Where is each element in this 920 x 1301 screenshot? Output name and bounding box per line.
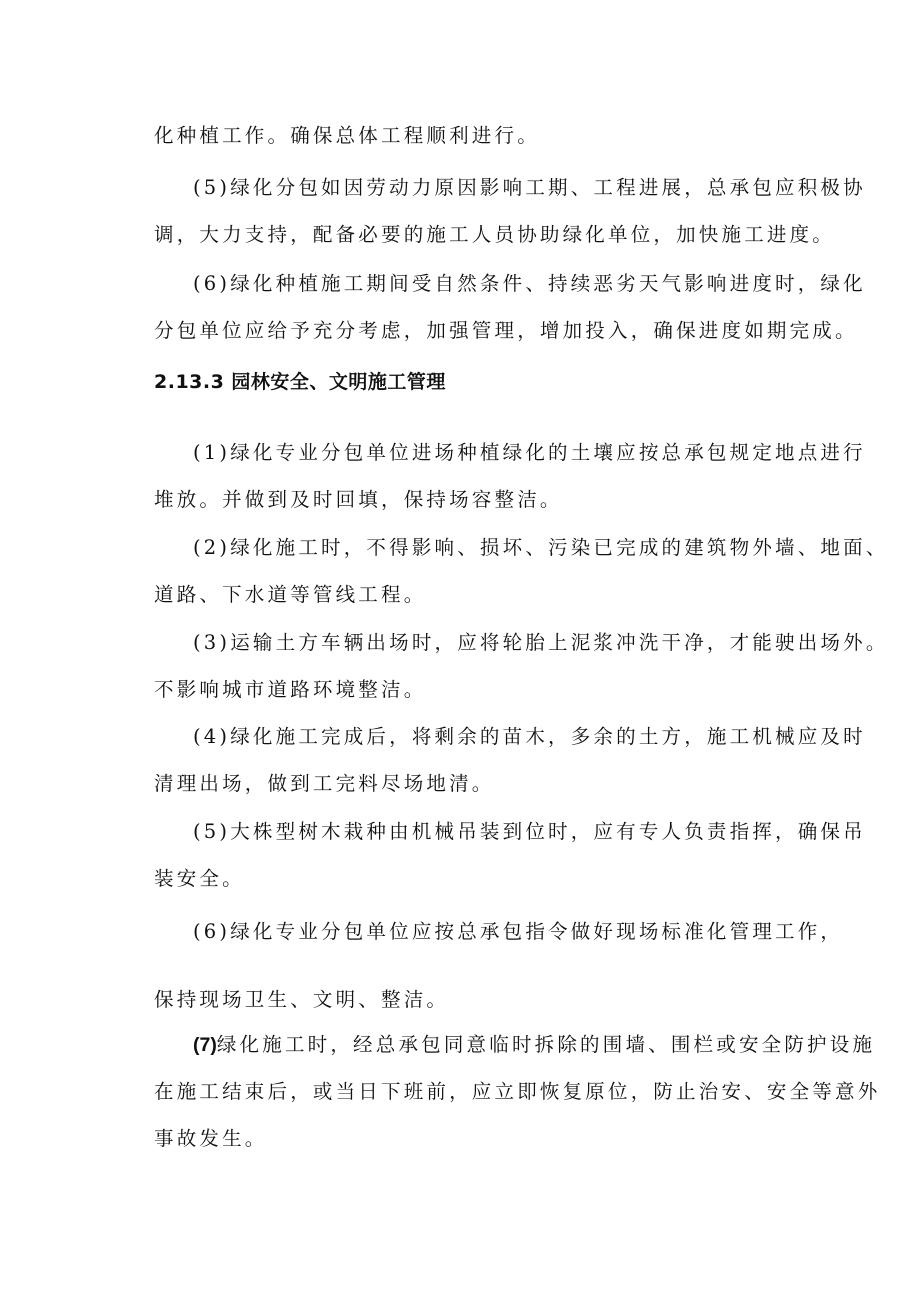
paragraph-line: (5)大株型树木栽种由机械吊装到位时，应有专人负责指挥，确保吊 (193, 820, 866, 843)
item-text: 绿化施工时，经总承包同意临时拆除的围墙、围栏或安全防护设施 (216, 1033, 876, 1056)
paragraph-line: 化种植工作。确保总体工程顺利进行。 (154, 124, 540, 147)
paragraph-line: 分包单位应给予充分考虑，加强管理，增加投入，确保进度如期完成。 (154, 319, 858, 342)
paragraph-line: 事故发生。 (154, 1127, 268, 1150)
paragraph-line: 保持现场卫生、文明、整洁。 (154, 988, 450, 1011)
paragraph-line: (6)绿化专业分包单位应按总承包指令做好现场标准化管理工作， (193, 920, 844, 943)
paragraph-line: 堆放。并做到及时回填，保持场容整洁。 (154, 488, 563, 511)
paragraph-line: 清理出场，做到工完料尽场地清。 (154, 772, 495, 795)
paragraph-line: (2)绿化施工时，不得影响、损坏、污染已完成的建筑物外墙、地面、 (193, 536, 889, 559)
paragraph-line (193, 1033, 875, 1057)
paragraph-line: 不影响城市道路环境整洁。 (154, 678, 427, 701)
item-number: (7) (193, 1034, 217, 1056)
paragraph-line: (4)绿化施工完成后，将剩余的苗木，多余的土方，施工机械应及时 (193, 725, 866, 748)
paragraph-line: 道路、下水道等管线工程。 (154, 583, 427, 606)
paragraph-line: (5)绿化分包如因劳动力原因影响工期、工程进展，总承包应积极协 (193, 176, 866, 199)
paragraph-line: (1)绿化专业分包单位进场种植绿化的土壤应按总承包规定地点进行 (193, 441, 866, 464)
paragraph-line: (3)运输土方车辆出场时，应将轮胎上泥浆冲洗干净，才能驶出场外。 (193, 631, 889, 654)
section-heading: 2.13.3 园林安全、文明施工管理 (154, 371, 446, 393)
paragraph-line: (6)绿化种植施工期间受自然条件、持续恶劣天气影响进度时，绿化 (193, 272, 866, 295)
paragraph-line: 装安全。 (154, 867, 245, 890)
paragraph-line: 调，大力支持，配备必要的施工人员协助绿化单位，加快施工进度。 (154, 223, 836, 246)
paragraph-line: 在施工结束后，或当日下班前，应立即恢复原位，防止治安、安全等意外 (154, 1080, 881, 1103)
